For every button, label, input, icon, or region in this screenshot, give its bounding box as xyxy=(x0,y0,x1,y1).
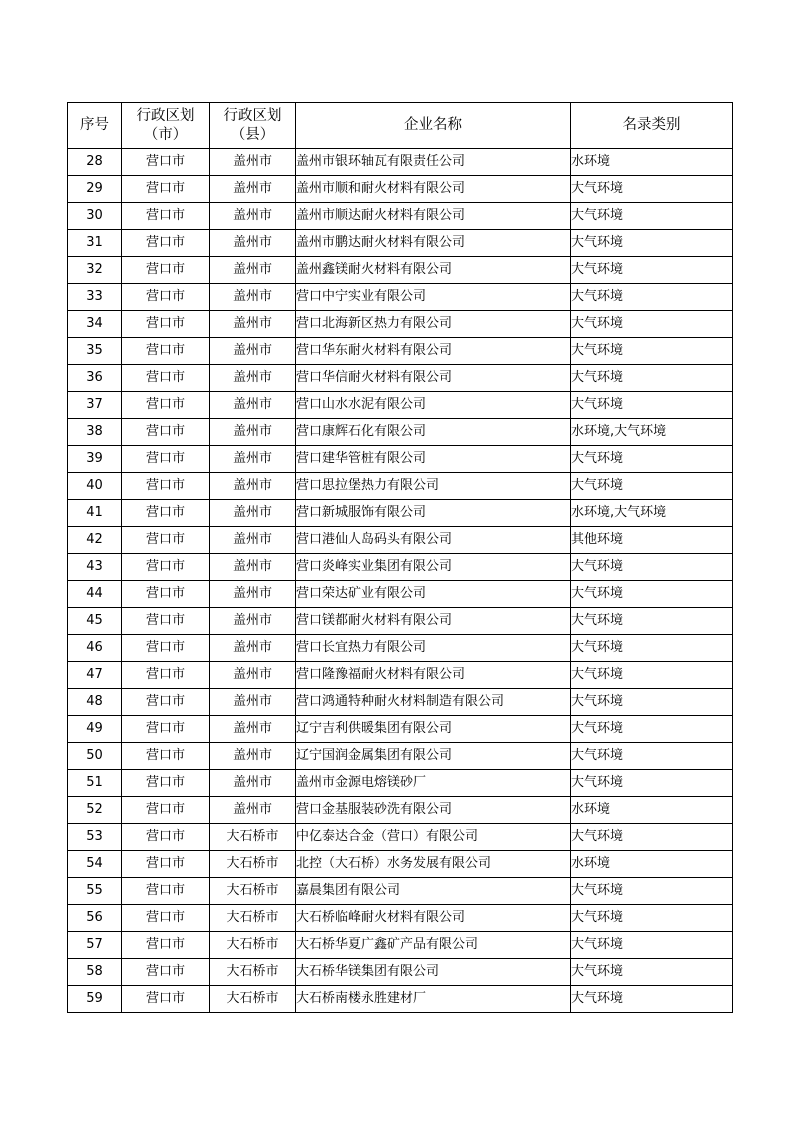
cell-seq: 40 xyxy=(68,473,122,500)
table-row xyxy=(68,527,733,554)
table-row xyxy=(68,608,733,635)
cell-company: 营口思拉堡热力有限公司 xyxy=(296,473,571,500)
cell-seq: 37 xyxy=(68,392,122,419)
cell-county: 大石桥市 xyxy=(210,986,296,1013)
table-row xyxy=(68,176,733,203)
cell-seq: 39 xyxy=(68,446,122,473)
cell-category: 大气环境 xyxy=(571,986,733,1013)
cell-seq: 50 xyxy=(68,743,122,770)
table-row xyxy=(68,419,733,446)
cell-county: 盖州市 xyxy=(210,527,296,554)
cell-city: 营口市 xyxy=(122,743,210,770)
cell-company: 营口华东耐火材料有限公司 xyxy=(296,338,571,365)
cell-seq: 47 xyxy=(68,662,122,689)
cell-category: 大气环境 xyxy=(571,284,733,311)
cell-category: 大气环境 xyxy=(571,581,733,608)
cell-company: 大石桥南楼永胜建材厂 xyxy=(296,986,571,1013)
header-category: 名录类别 xyxy=(571,103,733,149)
cell-city: 营口市 xyxy=(122,581,210,608)
cell-seq: 49 xyxy=(68,716,122,743)
header-company: 企业名称 xyxy=(296,103,571,149)
cell-company: 营口荣达矿业有限公司 xyxy=(296,581,571,608)
cell-city: 营口市 xyxy=(122,284,210,311)
cell-county: 盖州市 xyxy=(210,581,296,608)
cell-seq: 53 xyxy=(68,824,122,851)
cell-county: 盖州市 xyxy=(210,689,296,716)
cell-seq: 51 xyxy=(68,770,122,797)
cell-company: 大石桥华镁集团有限公司 xyxy=(296,959,571,986)
cell-company: 营口建华管桩有限公司 xyxy=(296,446,571,473)
cell-county: 大石桥市 xyxy=(210,932,296,959)
table-row xyxy=(68,257,733,284)
cell-category: 水环境 xyxy=(571,851,733,878)
cell-category: 大气环境 xyxy=(571,230,733,257)
cell-city: 营口市 xyxy=(122,176,210,203)
table-row xyxy=(68,851,733,878)
cell-city: 营口市 xyxy=(122,500,210,527)
table-row xyxy=(68,986,733,1013)
table-row xyxy=(68,365,733,392)
cell-company: 盖州市银环轴瓦有限责任公司 xyxy=(296,149,571,176)
cell-seq: 31 xyxy=(68,230,122,257)
cell-company: 营口中宁实业有限公司 xyxy=(296,284,571,311)
cell-seq: 36 xyxy=(68,365,122,392)
cell-company: 营口长宜热力有限公司 xyxy=(296,635,571,662)
cell-category: 大气环境 xyxy=(571,392,733,419)
table-row xyxy=(68,635,733,662)
cell-category: 大气环境 xyxy=(571,203,733,230)
cell-county: 大石桥市 xyxy=(210,905,296,932)
cell-seq: 30 xyxy=(68,203,122,230)
cell-county: 盖州市 xyxy=(210,716,296,743)
cell-seq: 34 xyxy=(68,311,122,338)
cell-company: 营口鸿通特种耐火材料制造有限公司 xyxy=(296,689,571,716)
cell-county: 盖州市 xyxy=(210,365,296,392)
cell-county: 盖州市 xyxy=(210,419,296,446)
cell-company: 盖州市顺达耐火材料有限公司 xyxy=(296,203,571,230)
table-row xyxy=(68,743,733,770)
cell-seq: 43 xyxy=(68,554,122,581)
cell-seq: 45 xyxy=(68,608,122,635)
cell-city: 营口市 xyxy=(122,716,210,743)
table-row xyxy=(68,230,733,257)
cell-category: 水环境,大气环境 xyxy=(571,419,733,446)
table-row xyxy=(68,446,733,473)
cell-seq: 32 xyxy=(68,257,122,284)
cell-seq: 52 xyxy=(68,797,122,824)
cell-company: 大石桥华夏广鑫矿产品有限公司 xyxy=(296,932,571,959)
enterprise-list-table xyxy=(67,102,733,1013)
cell-company: 中亿泰达合金（营口）有限公司 xyxy=(296,824,571,851)
cell-category: 大气环境 xyxy=(571,257,733,284)
cell-county: 盖州市 xyxy=(210,446,296,473)
cell-category: 大气环境 xyxy=(571,176,733,203)
cell-company: 营口山水水泥有限公司 xyxy=(296,392,571,419)
cell-category: 大气环境 xyxy=(571,878,733,905)
cell-city: 营口市 xyxy=(122,851,210,878)
table-row xyxy=(68,662,733,689)
cell-seq: 28 xyxy=(68,149,122,176)
header-city-line1: 行政区划 xyxy=(136,107,195,124)
cell-seq: 46 xyxy=(68,635,122,662)
cell-category: 大气环境 xyxy=(571,905,733,932)
cell-county: 盖州市 xyxy=(210,149,296,176)
table-row xyxy=(68,797,733,824)
table-row xyxy=(68,824,733,851)
cell-company: 营口北海新区热力有限公司 xyxy=(296,311,571,338)
cell-county: 盖州市 xyxy=(210,500,296,527)
table-row xyxy=(68,959,733,986)
cell-category: 水环境 xyxy=(571,149,733,176)
cell-category: 大气环境 xyxy=(571,689,733,716)
header-city-line2: （市） xyxy=(143,126,188,143)
cell-city: 营口市 xyxy=(122,149,210,176)
table-body xyxy=(68,149,733,1013)
table-row xyxy=(68,716,733,743)
cell-company: 盖州市鹏达耐火材料有限公司 xyxy=(296,230,571,257)
cell-city: 营口市 xyxy=(122,608,210,635)
cell-category: 大气环境 xyxy=(571,932,733,959)
cell-county: 盖州市 xyxy=(210,230,296,257)
cell-category: 大气环境 xyxy=(571,716,733,743)
cell-category: 大气环境 xyxy=(571,635,733,662)
cell-company: 营口金基服装砂洗有限公司 xyxy=(296,797,571,824)
cell-company: 营口炎峰实业集团有限公司 xyxy=(296,554,571,581)
cell-company: 嘉晨集团有限公司 xyxy=(296,878,571,905)
cell-seq: 38 xyxy=(68,419,122,446)
table-header-row xyxy=(68,103,733,149)
cell-seq: 35 xyxy=(68,338,122,365)
cell-category: 大气环境 xyxy=(571,365,733,392)
cell-category: 大气环境 xyxy=(571,311,733,338)
cell-city: 营口市 xyxy=(122,932,210,959)
cell-city: 营口市 xyxy=(122,635,210,662)
cell-city: 营口市 xyxy=(122,311,210,338)
cell-county: 盖州市 xyxy=(210,608,296,635)
cell-county: 盖州市 xyxy=(210,257,296,284)
cell-seq: 33 xyxy=(68,284,122,311)
cell-city: 营口市 xyxy=(122,203,210,230)
cell-seq: 54 xyxy=(68,851,122,878)
cell-city: 营口市 xyxy=(122,905,210,932)
header-seq: 序号 xyxy=(68,103,122,149)
cell-seq: 58 xyxy=(68,959,122,986)
cell-city: 营口市 xyxy=(122,446,210,473)
cell-county: 盖州市 xyxy=(210,338,296,365)
table-row xyxy=(68,149,733,176)
cell-company: 营口华信耐火材料有限公司 xyxy=(296,365,571,392)
cell-company: 营口新城服饰有限公司 xyxy=(296,500,571,527)
cell-city: 营口市 xyxy=(122,986,210,1013)
cell-city: 营口市 xyxy=(122,392,210,419)
cell-city: 营口市 xyxy=(122,959,210,986)
table-row xyxy=(68,689,733,716)
cell-county: 大石桥市 xyxy=(210,824,296,851)
header-county-line1: 行政区划 xyxy=(223,107,282,124)
cell-seq: 42 xyxy=(68,527,122,554)
cell-company: 辽宁国润金属集团有限公司 xyxy=(296,743,571,770)
cell-company: 盖州市金源电熔镁砂厂 xyxy=(296,770,571,797)
cell-seq: 41 xyxy=(68,500,122,527)
header-county-line2: （县） xyxy=(230,126,275,143)
cell-county: 盖州市 xyxy=(210,284,296,311)
cell-city: 营口市 xyxy=(122,662,210,689)
table-row xyxy=(68,311,733,338)
cell-county: 盖州市 xyxy=(210,311,296,338)
cell-city: 营口市 xyxy=(122,797,210,824)
table-row xyxy=(68,473,733,500)
cell-city: 营口市 xyxy=(122,527,210,554)
cell-category: 大气环境 xyxy=(571,662,733,689)
table-row xyxy=(68,932,733,959)
cell-seq: 44 xyxy=(68,581,122,608)
cell-seq: 29 xyxy=(68,176,122,203)
cell-county: 盖州市 xyxy=(210,797,296,824)
cell-county: 盖州市 xyxy=(210,554,296,581)
cell-county: 盖州市 xyxy=(210,473,296,500)
cell-county: 盖州市 xyxy=(210,635,296,662)
cell-seq: 57 xyxy=(68,932,122,959)
cell-company: 营口镁都耐火材料有限公司 xyxy=(296,608,571,635)
table-row xyxy=(68,878,733,905)
cell-category: 大气环境 xyxy=(571,770,733,797)
cell-company: 营口康辉石化有限公司 xyxy=(296,419,571,446)
cell-category: 大气环境 xyxy=(571,608,733,635)
table-row xyxy=(68,905,733,932)
table-row xyxy=(68,284,733,311)
table-row xyxy=(68,554,733,581)
cell-category: 水环境,大气环境 xyxy=(571,500,733,527)
cell-company: 大石桥临峰耐火材料有限公司 xyxy=(296,905,571,932)
cell-county: 盖州市 xyxy=(210,743,296,770)
cell-city: 营口市 xyxy=(122,257,210,284)
cell-county: 大石桥市 xyxy=(210,959,296,986)
cell-category: 大气环境 xyxy=(571,743,733,770)
cell-city: 营口市 xyxy=(122,473,210,500)
cell-company: 盖州鑫镁耐火材料有限公司 xyxy=(296,257,571,284)
cell-city: 营口市 xyxy=(122,689,210,716)
cell-seq: 59 xyxy=(68,986,122,1013)
cell-company: 营口港仙人岛码头有限公司 xyxy=(296,527,571,554)
cell-category: 大气环境 xyxy=(571,824,733,851)
cell-city: 营口市 xyxy=(122,230,210,257)
cell-county: 盖州市 xyxy=(210,770,296,797)
cell-county: 大石桥市 xyxy=(210,878,296,905)
cell-city: 营口市 xyxy=(122,770,210,797)
cell-category: 大气环境 xyxy=(571,959,733,986)
cell-city: 营口市 xyxy=(122,419,210,446)
cell-category: 大气环境 xyxy=(571,338,733,365)
cell-seq: 48 xyxy=(68,689,122,716)
cell-county: 盖州市 xyxy=(210,176,296,203)
table-row xyxy=(68,338,733,365)
cell-category: 水环境 xyxy=(571,797,733,824)
cell-county: 盖州市 xyxy=(210,662,296,689)
cell-city: 营口市 xyxy=(122,878,210,905)
cell-company: 北控（大石桥）水务发展有限公司 xyxy=(296,851,571,878)
cell-company: 辽宁吉利供暖集团有限公司 xyxy=(296,716,571,743)
cell-company: 营口隆豫福耐火材料有限公司 xyxy=(296,662,571,689)
header-county xyxy=(210,103,296,149)
table-row xyxy=(68,203,733,230)
table-row xyxy=(68,770,733,797)
cell-seq: 55 xyxy=(68,878,122,905)
cell-county: 盖州市 xyxy=(210,203,296,230)
cell-category: 其他环境 xyxy=(571,527,733,554)
table-row xyxy=(68,581,733,608)
cell-category: 大气环境 xyxy=(571,473,733,500)
header-city xyxy=(122,103,210,149)
cell-county: 大石桥市 xyxy=(210,851,296,878)
cell-category: 大气环境 xyxy=(571,446,733,473)
cell-company: 盖州市顺和耐火材料有限公司 xyxy=(296,176,571,203)
cell-seq: 56 xyxy=(68,905,122,932)
cell-city: 营口市 xyxy=(122,554,210,581)
cell-city: 营口市 xyxy=(122,365,210,392)
cell-city: 营口市 xyxy=(122,338,210,365)
cell-city: 营口市 xyxy=(122,824,210,851)
cell-category: 大气环境 xyxy=(571,554,733,581)
cell-county: 盖州市 xyxy=(210,392,296,419)
table-row xyxy=(68,392,733,419)
table-row xyxy=(68,500,733,527)
